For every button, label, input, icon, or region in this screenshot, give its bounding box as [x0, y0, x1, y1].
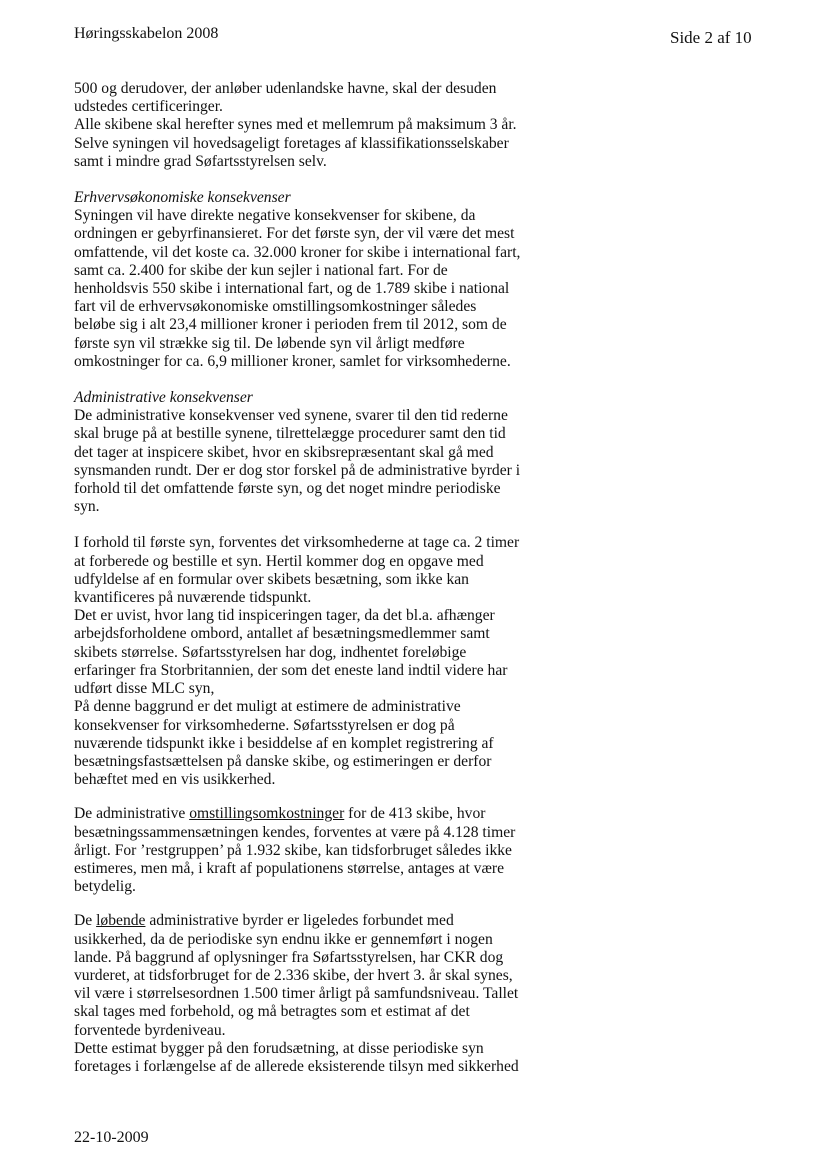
admin-section: [74, 389, 634, 516]
underlined-term: løbende: [96, 912, 146, 930]
text-line: forhold til det omfattende første syn, og det noget mindre periodiske: [74, 480, 501, 498]
omstilling-paragraph: [74, 805, 634, 896]
text-line: samt i mindre grad Søfartsstyrelsen selv.: [74, 152, 327, 170]
text-line: udfyldelse af en formular over skibets besætning, som ikke kan: [74, 570, 469, 588]
footer-date: 22-10-2009: [74, 1129, 149, 1146]
text-line: Det er uvist, hvor lang tid inspiceringen tager, da det bl.a. afhænger: [74, 607, 495, 625]
intro-paragraph: [74, 80, 634, 171]
text-line: udført disse MLC syn,: [74, 680, 215, 698]
text-line: skal bruge på at bestille synene, tilrettelægge procedurer samt den tid: [74, 425, 506, 443]
text-line: Alle skibene skal herefter synes med et mellemrum på maksimum 3 år.: [74, 116, 517, 134]
section-heading-erhverv: Erhvervsøkonomiske konsekvenser: [74, 189, 291, 207]
page-indicator: Side 2 af 10: [670, 28, 752, 47]
text-line: omkostninger for ca. 6,9 millioner kroner, samlet for virksomhederne.: [74, 352, 511, 370]
document-body: [74, 80, 634, 1076]
text-line: På denne baggrund er det muligt at estimere de administrative: [74, 698, 461, 716]
text-line: kvantificeres på nuværende tidspunkt.: [74, 589, 312, 607]
text-line: fart vil de erhvervsøkonomiske omstillingsomkostninger således: [74, 298, 477, 316]
text-line: konsekvenser for virksomhederne. Søfartsstyrelsen er dog på: [74, 716, 455, 734]
text-line: [74, 805, 634, 823]
text-line: besætningssammensætningen kendes, forventes at være på 4.128 timer: [74, 823, 516, 841]
text-line: vurderet, at tidsforbruget for de 2.336 skibe, der hvert 3. år skal synes,: [74, 966, 513, 984]
text-line: beløbe sig i alt 23,4 millioner kroner i perioden frem til 2012, som de: [74, 316, 507, 334]
text-line: I forhold til første syn, forventes det virksomhederne at tage ca. 2 timer: [74, 534, 520, 552]
text-line: foretages i forlængelse af de allerede eksisterende tilsyn med sikkerhed: [74, 1057, 519, 1075]
text-line: ordningen er gebyrfinansieret. For det første syn, der vil være det mest: [74, 225, 515, 243]
text-line: syn.: [74, 498, 100, 516]
text-line: nuværende tidspunkt ikke i besiddelse af en komplet registrering af: [74, 734, 494, 752]
text-line: Selve syningen vil hovedsageligt foretages af klassifikationsselskaber: [74, 134, 509, 152]
text-line: estimeres, men må, i kraft af populationens størrelse, antages at være: [74, 859, 504, 877]
text-fragment: for de 413 skibe, hvor: [344, 805, 486, 823]
text-line: betydelig.: [74, 878, 136, 896]
text-fragment: De: [74, 912, 97, 930]
lobende-paragraph: [74, 912, 634, 1076]
text-line: forventede byrdeniveau.: [74, 1021, 226, 1039]
text-line: skal tages med forbehold, og må betragtes som et estimat af det: [74, 1003, 470, 1021]
text-line: usikkerhed, da de periodiske syn endnu ikke er gennemført i nogen: [74, 930, 493, 948]
text-line: udstedes certificeringer.: [74, 98, 223, 116]
document-title: Høringsskabelon 2008: [74, 25, 219, 42]
underlined-term: omstillingsomkostninger: [189, 805, 345, 823]
text-line: De administrative konsekvenser ved synene, svarer til den tid rederne: [74, 407, 508, 425]
text-line: lande. På baggrund af oplysninger fra Søfartsstyrelsen, har CKR dog: [74, 948, 504, 966]
text-line: vil være i størrelsesordnen 1.500 timer årligt på samfundsniveau. Tallet: [74, 985, 519, 1003]
text-line: Syningen vil have direkte negative konsekvenser for skibene, da: [74, 207, 476, 225]
text-line: årligt. For ’restgruppen’ på 1.932 skibe, kan tidsforbruget således ikke: [74, 841, 512, 859]
text-line: omfattende, vil det koste ca. 32.000 kroner for skibe i international fart,: [74, 243, 521, 261]
text-line: skibets størrelse. Søfartsstyrelsen har dog, indhentet foreløbige: [74, 643, 467, 661]
text-line: besætningsfastsættelsen på danske skibe, og estimeringen er derfor: [74, 752, 492, 770]
text-line: erfaringer fra Storbritannien, der som det eneste land indtil videre har: [74, 661, 508, 679]
text-line: det tager at inspicere skibet, hvor en skibsrepræsentant skal gå med: [74, 443, 494, 461]
text-line: behæftet med en vis usikkerhed.: [74, 771, 276, 789]
text-line: første syn vil strække sig til. De løbende syn vil årligt medføre: [74, 334, 465, 352]
text-line: synsmanden rundt. Der er dog stor forskel på de administrative byrder i: [74, 461, 521, 479]
text-line: Dette estimat bygger på den forudsætning, at disse periodiske syn: [74, 1039, 484, 1057]
forste-syn-paragraph: [74, 534, 634, 789]
section-heading-admin: Administrative konsekvenser: [74, 389, 253, 407]
text-line: 500 og derudover, der anløber udenlandske havne, skal der desuden: [74, 80, 497, 97]
text-fragment: De administrative: [74, 805, 190, 823]
erhverv-section: [74, 189, 634, 371]
text-line: at forberede og bestille et syn. Hertil kommer dog en opgave med: [74, 552, 484, 570]
text-line: arbejdsforholdene ombord, antallet af besætningsmedlemmer samt: [74, 625, 490, 643]
text-fragment: administrative byrder er ligeledes forbundet med: [145, 912, 454, 930]
text-line: samt ca. 2.400 for skibe der kun sejler i national fart. For de: [74, 261, 448, 279]
text-line: henholdsvis 550 skibe i international fart, og de 1.789 skibe i national: [74, 280, 510, 298]
text-line: [74, 912, 634, 930]
